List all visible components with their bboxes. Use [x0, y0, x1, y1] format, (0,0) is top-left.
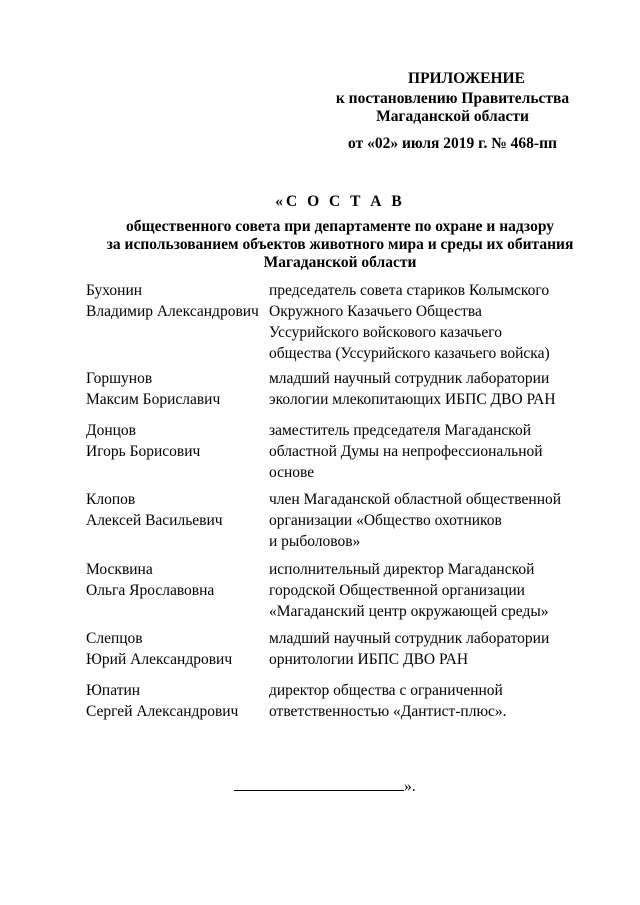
position-line: директор общества с ограниченной: [269, 682, 503, 699]
position-line: член Магаданской областной общественной: [269, 491, 562, 508]
position-line: младший научный сотрудник лаборатории: [269, 630, 550, 647]
member-name: [86, 680, 261, 722]
member-given-name: Максим Бориславич: [86, 391, 221, 408]
member-given-name: Владимир Александрович: [86, 303, 259, 320]
appendix-resolution-line: к постановлению Правительства: [335, 90, 570, 107]
position-line: основе: [269, 464, 315, 481]
position-line: ответственностью «Дантист-плюс».: [269, 703, 507, 720]
position-line: общества (Уссурийского казачьего войска): [269, 345, 550, 362]
member-position: [269, 368, 564, 410]
appendix-block: [330, 68, 575, 154]
member-surname: Юпатин: [86, 682, 141, 699]
member-name: [86, 628, 261, 670]
member-position: [269, 420, 564, 483]
heading-line-2: за использованием объектов животного мира и среды их обитания: [106, 236, 574, 253]
member-surname: Бухонин: [86, 282, 143, 299]
member-given-name: Ольга Ярославовна: [86, 582, 215, 599]
member-position: [269, 680, 564, 722]
document-heading: [60, 191, 620, 272]
member-name: [86, 368, 261, 410]
member-surname: Москвина: [86, 561, 153, 578]
position-line: и рыболовов»: [269, 533, 361, 550]
member-surname: Донцов: [86, 422, 136, 439]
member-position: [269, 628, 564, 670]
heading-line-3: Магаданской области: [263, 254, 417, 271]
position-line: Окружного Казачьего Общества: [269, 303, 482, 320]
position-line: экологии млекопитающих ИБПС ДВО РАН: [269, 391, 556, 408]
member-given-name: Юрий Александрович: [86, 651, 233, 668]
member-name: [86, 280, 261, 322]
member-surname: Клопов: [86, 491, 136, 508]
closing-line: [234, 776, 416, 797]
position-line: младший научный сотрудник лаборатории: [269, 370, 550, 387]
member-position: [269, 559, 564, 622]
heading-line-1: общественного совета при департаменте по охране и надзору: [126, 218, 554, 235]
member-position: [269, 280, 564, 364]
position-line: организации «Общество охотников: [269, 512, 502, 529]
position-line: областной Думы на непрофессиональной: [269, 443, 543, 460]
member-given-name: Игорь Борисович: [86, 443, 201, 460]
member-position: [269, 489, 564, 552]
appendix-region-line: Магаданской области: [376, 108, 529, 125]
position-line: председатель совета стариков Колымского: [269, 282, 550, 299]
closing-mark: ».: [404, 778, 416, 795]
member-surname: Горшунов: [86, 370, 153, 387]
member-name: [86, 489, 261, 531]
heading-title: «С О С Т А В: [275, 193, 405, 210]
member-given-name: Алексей Васильевич: [86, 512, 223, 529]
position-line: исполнительный директор Магаданской: [269, 561, 535, 578]
position-line: Уссурийского войскового казачьего: [269, 324, 502, 341]
position-line: орнитологии ИБПС ДВО РАН: [269, 651, 469, 668]
signature-underline: [234, 776, 404, 791]
appendix-title: ПРИЛОЖЕНИЕ: [408, 70, 525, 87]
position-line: городской Общественной организации: [269, 582, 525, 599]
position-line: заместитель председателя Магаданской: [269, 422, 532, 439]
member-name: [86, 559, 261, 601]
member-given-name: Сергей Александрович: [86, 703, 239, 720]
position-line: «Магаданский центр окружающей среды»: [269, 603, 549, 620]
member-surname: Слепцов: [86, 630, 143, 647]
member-name: [86, 420, 261, 462]
appendix-date-line: от «02» июля 2019 г. № 468-пп: [348, 135, 557, 152]
